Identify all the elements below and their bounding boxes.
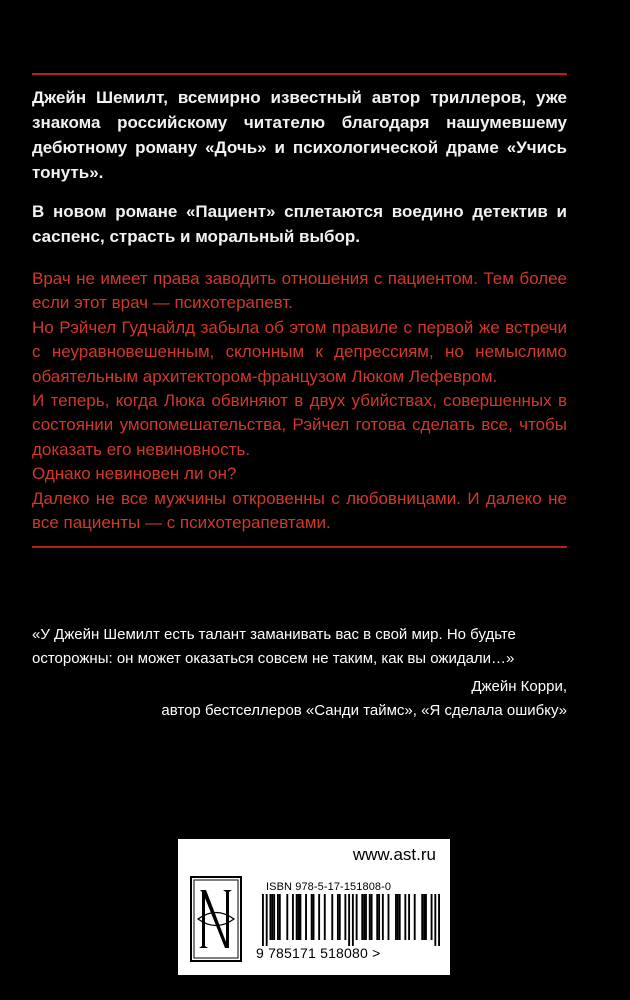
lead-text <box>32 85 567 263</box>
story-paragraph: И теперь, когда Люка обвиняют в двух убийствах, совершенных в состоянии умопомешательства, Рэйчел готова сделать все, чтобы доказать его невиновность. <box>32 391 567 459</box>
barcode-bar <box>266 894 268 946</box>
barcode-bar <box>399 894 401 940</box>
bottom-divider <box>32 546 567 548</box>
barcode-bar <box>262 894 264 946</box>
story-paragraph: Но Рэйчел Гудчайлд забыла об этом правиле с первой же встречи с неуравновешенным, склонным к депрессиям, но немыслимо обаятельным архитектором-французом Люком Лефевром. <box>32 317 567 386</box>
barcode-bar <box>397 894 399 940</box>
barcode-bar <box>425 894 427 940</box>
story-paragraph: Далеко не все мужчины откровенны с любовницами. И далеко не все пациенты — с психотерапевтами. <box>32 488 567 533</box>
barcode-bar <box>324 894 326 940</box>
top-divider <box>32 73 567 75</box>
review-quote <box>32 623 567 723</box>
barcode-bar <box>421 894 423 940</box>
barcode-bar <box>337 894 339 940</box>
barcode-bar <box>299 894 301 940</box>
story-paragraph: Однако невиновен ли он? <box>32 464 237 484</box>
story-text <box>32 267 567 535</box>
barcode-bar <box>277 894 279 940</box>
barcode-bar <box>311 894 313 940</box>
barcode-bar <box>305 894 307 940</box>
barcode-bar <box>378 894 380 940</box>
barcode-bar <box>286 894 288 940</box>
lead-paragraph-2: В новом романе «Пациент» сплетаются воедино детектив и саспенс, страсть и моральный выбор. <box>32 202 567 246</box>
barcode-bar <box>348 894 350 946</box>
quote-author: Джейн Корри, <box>471 678 567 695</box>
barcode-bar <box>408 894 410 940</box>
quote-author-credit: автор бестселлеров «Санди таймс», «Я сделала ошибку» <box>161 702 567 719</box>
barcode-bar <box>369 894 371 940</box>
barcode-bar <box>423 894 425 940</box>
barcode-digits: 9 785171 518080 > <box>256 945 381 961</box>
quote-text: «У Джейн Шемилт есть талант заманивать вас в свой мир. Но будьте осторожны: он может оказаться совсем не таким, как вы ожидали…» <box>32 626 516 667</box>
barcode-bar <box>438 894 440 946</box>
barcode-bar <box>292 894 294 940</box>
barcode-bar <box>388 894 390 940</box>
publisher-logo-icon <box>190 876 242 962</box>
lead-paragraph-1: Джейн Шемилт, всемирно известный автор триллеров, уже знакома российскому читателю благодаря нашумевшему дебютному роману «Дочь» и психологической драме «Учись тонуть». <box>32 88 567 182</box>
barcode-bar <box>356 894 358 940</box>
barcode-bar <box>298 894 300 940</box>
barcode-bar <box>269 894 271 940</box>
barcode-bars <box>262 894 440 946</box>
barcode-bar <box>363 894 365 940</box>
barcode-bar <box>296 894 298 940</box>
barcode-bar <box>404 894 406 940</box>
barcode-bar <box>365 894 367 940</box>
barcode-bar <box>273 894 275 940</box>
barcode-bar <box>339 894 341 940</box>
barcode-bar <box>431 894 433 940</box>
barcode-bar <box>279 894 281 940</box>
barcode-bar <box>382 894 384 940</box>
barcode-bar <box>434 894 436 946</box>
publisher-website: www.ast.ru <box>352 845 436 864</box>
barcode-bar <box>376 894 378 940</box>
barcode-bar <box>331 894 333 940</box>
barcode-bar <box>361 894 363 940</box>
barcode-bar <box>318 894 320 940</box>
barcode-bar <box>414 894 416 940</box>
isbn-label: ISBN 978-5-17-151808-0 <box>266 881 392 893</box>
barcode-bar <box>344 894 346 940</box>
barcode-bar <box>352 894 354 946</box>
barcode-panel <box>178 839 450 975</box>
barcode-bar <box>271 894 273 940</box>
barcode-bar <box>395 894 397 940</box>
barcode-bar <box>313 894 315 940</box>
barcode-bar <box>371 894 373 940</box>
story-paragraph: Врач не имеет права заводить отношения с пациентом. Тем более если этот врач — психотерапевт. <box>32 269 567 313</box>
